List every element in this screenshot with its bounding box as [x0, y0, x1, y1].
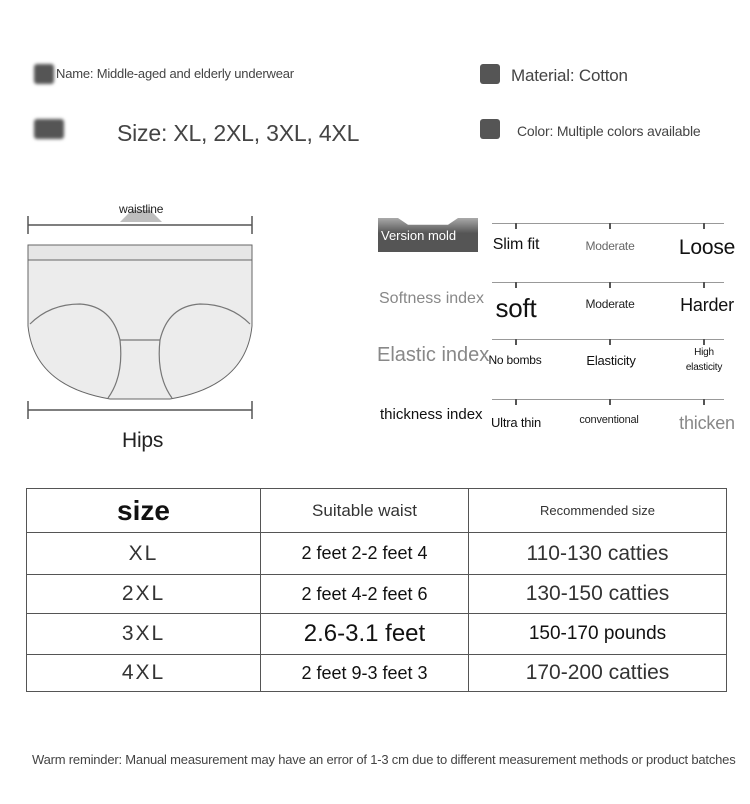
version-option-loose: Loose	[678, 236, 736, 259]
product-color: Color: Multiple colors available	[517, 123, 701, 139]
elastic-option-elasticity: Elasticity	[586, 353, 636, 368]
table-row	[27, 575, 727, 614]
product-material: Material: Cotton	[511, 66, 628, 85]
version-option-moderate: Moderate	[585, 239, 635, 253]
size-bullet-icon	[34, 119, 64, 139]
thickness-option-conventional: conventional	[579, 414, 639, 426]
header-size: size	[27, 489, 261, 533]
softness-option-soft: soft	[495, 293, 537, 323]
thickness-index-label: thickness index	[380, 406, 483, 423]
row-waist: 2 feet 4-2 feet 6	[261, 575, 469, 614]
row-size: 4XL	[27, 655, 261, 692]
warm-reminder-note: Warm reminder: Manual measurement may have an error of 1-3 cm due to different measurement methods or product batches	[32, 752, 736, 767]
row-recommended: 150-170 pounds	[469, 614, 727, 655]
hips-label: Hips	[122, 429, 164, 452]
version-option-slim-fit: Slim fit	[492, 236, 540, 253]
product-name: Name: Middle-aged and elderly underwear	[56, 66, 294, 81]
row-size: XL	[27, 533, 261, 575]
header-suitable-waist: Suitable waist	[261, 489, 469, 533]
table-row	[27, 614, 727, 655]
underwear-shape-icon	[28, 245, 252, 399]
row-recommended: 130-150 catties	[469, 575, 727, 614]
softness-option-moderate: Moderate	[585, 297, 635, 311]
version-mold-label: Version mold	[381, 228, 457, 243]
row-waist: 2 feet 9-3 feet 3	[261, 655, 469, 692]
softness-option-harder: Harder	[680, 295, 734, 315]
elastic-index-label: Elastic index	[377, 344, 490, 366]
color-bullet-icon	[480, 119, 500, 139]
table-header-row	[27, 489, 727, 533]
elastic-option-high-elasticity: High elasticity	[685, 347, 723, 373]
material-bullet-icon	[480, 64, 500, 84]
product-size: Size: XL, 2XL, 3XL, 4XL	[117, 120, 360, 146]
underwear-diagram	[20, 196, 260, 426]
size-chart-table	[26, 488, 727, 692]
row-waist: 2.6-3.1 feet	[261, 614, 469, 655]
thickness-option-ultra-thin: Ultra thin	[490, 415, 542, 430]
table-row	[27, 533, 727, 575]
row-recommended: 110-130 catties	[469, 533, 727, 575]
row-size: 2XL	[27, 575, 261, 614]
thickness-option-thicken: thicken	[679, 413, 735, 433]
header-recommended-size: Recommended size	[469, 489, 727, 533]
row-size: 3XL	[27, 614, 261, 655]
row-waist: 2 feet 2-2 feet 4	[261, 533, 469, 575]
softness-index-label: Softness index	[379, 290, 484, 307]
row-recommended: 170-200 catties	[469, 655, 727, 692]
elastic-option-no-bombs: No bombs	[488, 353, 542, 367]
table-row	[27, 655, 727, 692]
waistline-label: waistline	[119, 202, 164, 216]
name-bullet-icon	[34, 64, 54, 84]
